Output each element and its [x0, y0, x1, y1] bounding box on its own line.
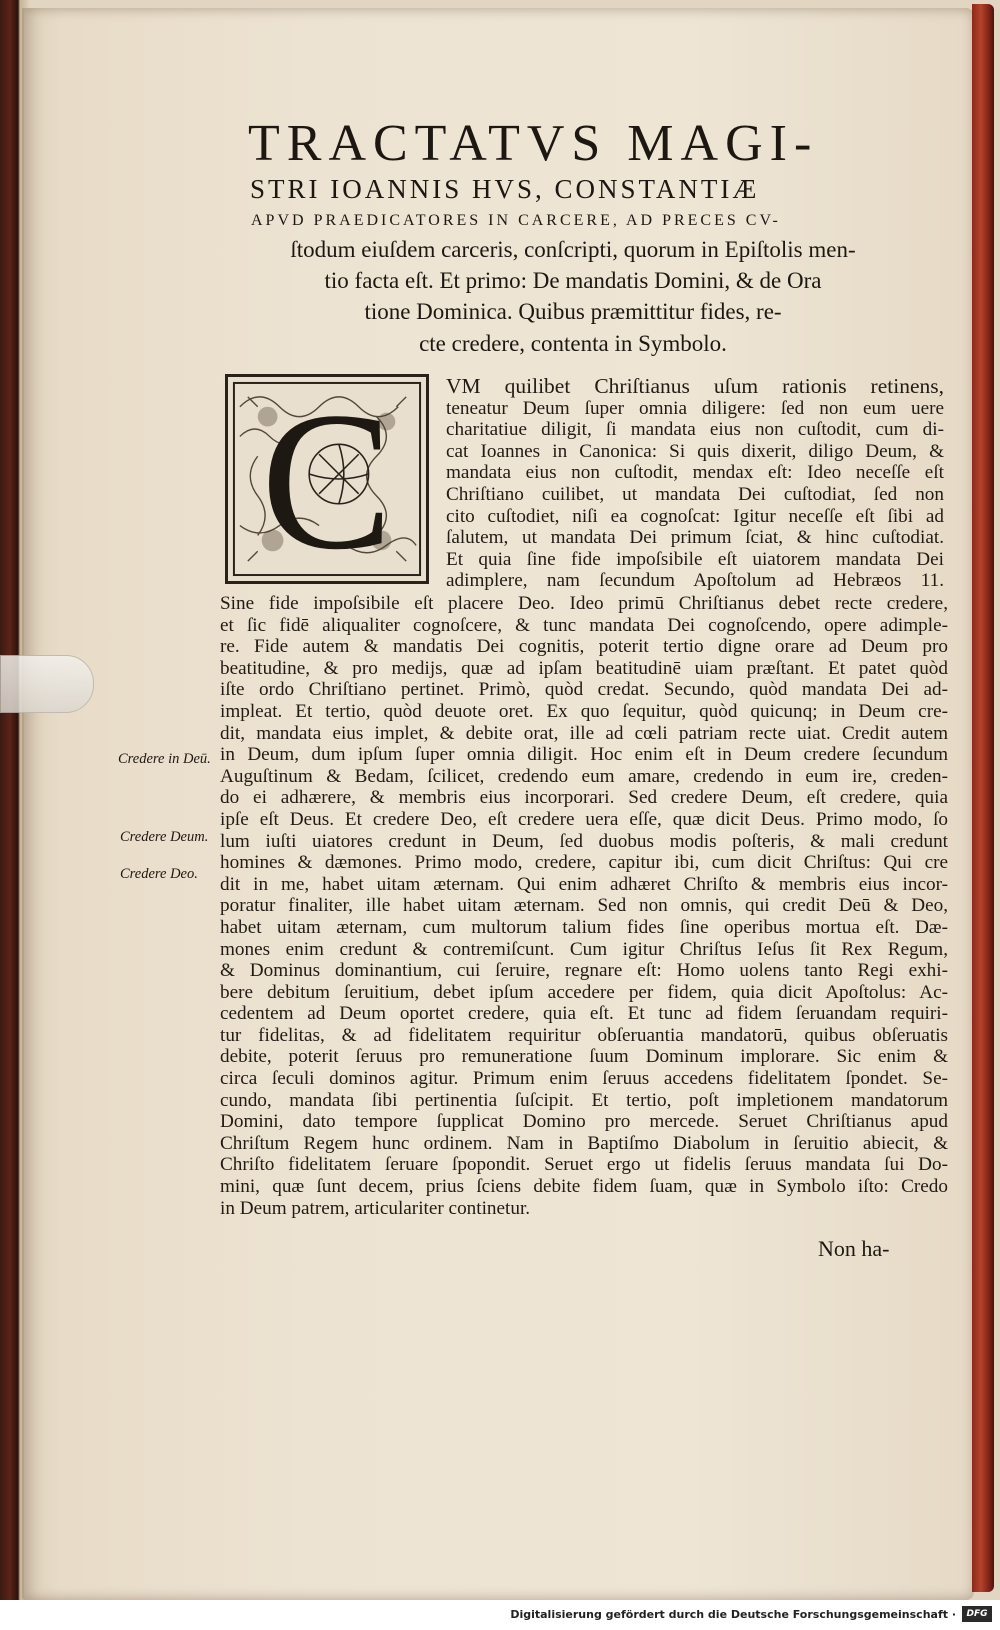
text-line: do ei adhærere, & membris eius incorporari. Sed credere Deum, eſt credere, quia [220, 787, 948, 809]
title-line-7: cte credere, contenta in Symbolo. [419, 330, 727, 356]
dfg-logo-icon: DFG [962, 1606, 992, 1622]
digitization-footer [0, 1600, 1000, 1630]
gutter-line [22, 8, 24, 1598]
text-line: bere debitum ſeruitium, debet ipſum accedere per fidem, quia dicit Apoſtolus: Ac- [220, 981, 948, 1003]
margin-note-credere-deo: Credere Deo. [120, 866, 198, 882]
title-line-1: TRACTATVS MAGI- [248, 115, 819, 172]
text-line: debite, poterit ſeruus pro remuneratione ſuum Dominum implorare. Sic enim & [220, 1046, 948, 1068]
text-line: ipſe eſt Deus. Et credere Deo, eſt credere uera eſſe, quæ dicit Deus. Primo modo, ſo [220, 808, 948, 830]
title-line-2: STRI IOANNIS HVS, CONSTANTIÆ [250, 174, 760, 204]
text-line: cundo, mandata ſibi pertinentia ſuſcipit. Et tertio, poſt impletionem mandatorum [220, 1089, 948, 1111]
text-line: circa ſeculi dominos agitur. Primum enim ſeruus accedens fidelitatem ſpondet. Se- [220, 1068, 948, 1090]
paragraph-opening [446, 376, 944, 592]
text-line: dit, mandata eius implet, & debite orat, ille ad cœli patriam recte uiat. Credit autem [220, 722, 948, 744]
text-line: adimplere, nam ſecundum Apoſtolum ad Hebræos 11. [446, 570, 944, 592]
catchword: Non ha- [818, 1236, 890, 1261]
text-line: Auguſtinum & Bedam, ſcilicet, credendo eum amare, credendo in eum ire, creden- [220, 765, 948, 787]
title-line-5: tio facta eſt. Et primo: De mandatis Domini, & de Ora [324, 268, 822, 294]
footer-credit: Digitalisierung gefördert durch die Deutsche Forschungsgemeinschaft · [510, 1608, 956, 1621]
text-line: in Deum, dum ipſum ſuper omnia diligit. Hoc enim eſt in Deum credere ſecundum [220, 744, 948, 766]
text-line: re. Fide autem & mandatis Dei cognitis, poterit tertio digne orare ad Deum pro [220, 636, 948, 658]
text-line: teneatur Deum ſuper omnia diligere: ſed non eum uere [446, 397, 944, 419]
text-line: ſalutem, ut mandata Dei primum ſciat, & hinc cuſtodiat. [446, 527, 944, 549]
text-line: charitatiue diligit, ſi mandata eius non cuſtodit, cum di- [446, 419, 944, 441]
text-line: VM quilibet Chriſtianus uſum rationis retinens, [446, 374, 944, 398]
title-line-3: APVD PRAEDICATORES IN CARCERE, AD PRECES CV- [251, 212, 781, 229]
text-line: homines & dæmones. Primo modo, credere, capitur ibi, cum dicit Chriſtus: Qui cre [220, 852, 948, 874]
text-line: poratur finaliter, ille habet uitam æternam. Sed non omnis, qui credit Deū & Deo, [220, 895, 948, 917]
bookmark-slip [0, 655, 94, 713]
page-edge-binding [972, 4, 994, 1592]
decorated-initial [225, 374, 429, 584]
text-line: Domini, dato tempore ſupplicat Domino pro mercede. Seruet Chriſtianus apud [220, 1111, 948, 1133]
ornament-icon [228, 377, 426, 581]
text-line: Chriſtiano cuilibet, ut mandata Dei cuſtodiat, ſed non [446, 483, 944, 505]
text-line: beatitudine, & pro medijs, quæ ad ipſam beatitudinē uiam præſtant. Et patet quòd [220, 657, 948, 679]
text-line: Chriſtum Regem hunc ordinem. Nam in Baptiſmo Diabolum in ſeruitio abiecit, & [220, 1132, 948, 1154]
tract-title [248, 115, 948, 358]
text-line: cito cuſtodiet, niſi ea cognoſcat: Igitur neceſſe eſt ſibi ad [446, 505, 944, 527]
text-line: impleat. Et tertio, quòd deuote oret. Ex quo ſequitur, quòd quicunq; in Deum cre- [220, 700, 948, 722]
svg-text:C: C [260, 377, 394, 581]
text-line: Chriſto fidelitatem ſeruare ſpopondit. Seruet ergo ut fidelis ſeruus mandata ſui Do- [220, 1154, 948, 1176]
text-line: Et quia ſine fide impoſsibile eſt uiatorem mandata Dei [446, 548, 944, 570]
title-line-4: ſtodum eiuſdem carceris, conſcripti, quorum in Epiſtolis men- [290, 237, 856, 262]
text-line: dit in me, habet uitam æternam. Qui enim adhæret Chriſto & membris eius incor- [220, 873, 948, 895]
text-line: in Deum patrem, articulariter continetur. [220, 1197, 531, 1219]
text-line: mini, quæ ſunt decem, prius ſciens debite fidem ſuam, quæ in Symbolo iſto: Credo [220, 1176, 948, 1198]
text-line: et ſic fidē aliqualiter cognoſcere, & tunc mandata Dei cognoſcendo, opere adimple- [220, 614, 948, 636]
text-line: lum iuſti uiatores credunt in Deum, ſed duobus modis poſteris, & mali credunt [220, 830, 948, 852]
paragraph-main [220, 593, 948, 1219]
text-line: mandata eius non cuſtodit, mendax eſt: Ideo neceſſe eſt [446, 462, 944, 484]
text-line: tur fidelitas, & ad fidelitatem requiritur obſeruantia mandatorū, quibus obſeruatis [220, 1024, 948, 1046]
text-line: mones enim credunt & contremiſcunt. Cum igitur Chriſtus Ieſus ſit Rex Regum, [220, 938, 948, 960]
text-line: Sine fide impoſsibile eſt placere Deo. Ideo primū Chriſtianus debet recte credere, [220, 593, 948, 614]
text-line: & Dominus dominantium, cui ſeruire, regnare eſt: Homo uolens tanto Regi exhi- [220, 960, 948, 982]
title-line-6: tione Dominica. Quibus præmittitur fides, re- [364, 299, 782, 325]
text-line: iſte ordo Chriſtiano pertinet. Primò, quòd credat. Secundo, quòd mandata Dei ad- [220, 679, 948, 701]
text-line: cedentem ad Deum oportet credere, quia eſt. Et tunc ad fidem ſeruandam requiri- [220, 1003, 948, 1025]
text-line: cat Ioannes in Canonica: Si quis dixerit, diligo Deum, & [446, 440, 944, 462]
text-line: habet uitam æternam, cum multorum talium fides ſine operibus mortua eſt. Dæ- [220, 916, 948, 938]
margin-note-credere-in-deum: Credere in Deū. [118, 751, 211, 767]
margin-note-credere-deum: Credere Deum. [120, 829, 209, 845]
